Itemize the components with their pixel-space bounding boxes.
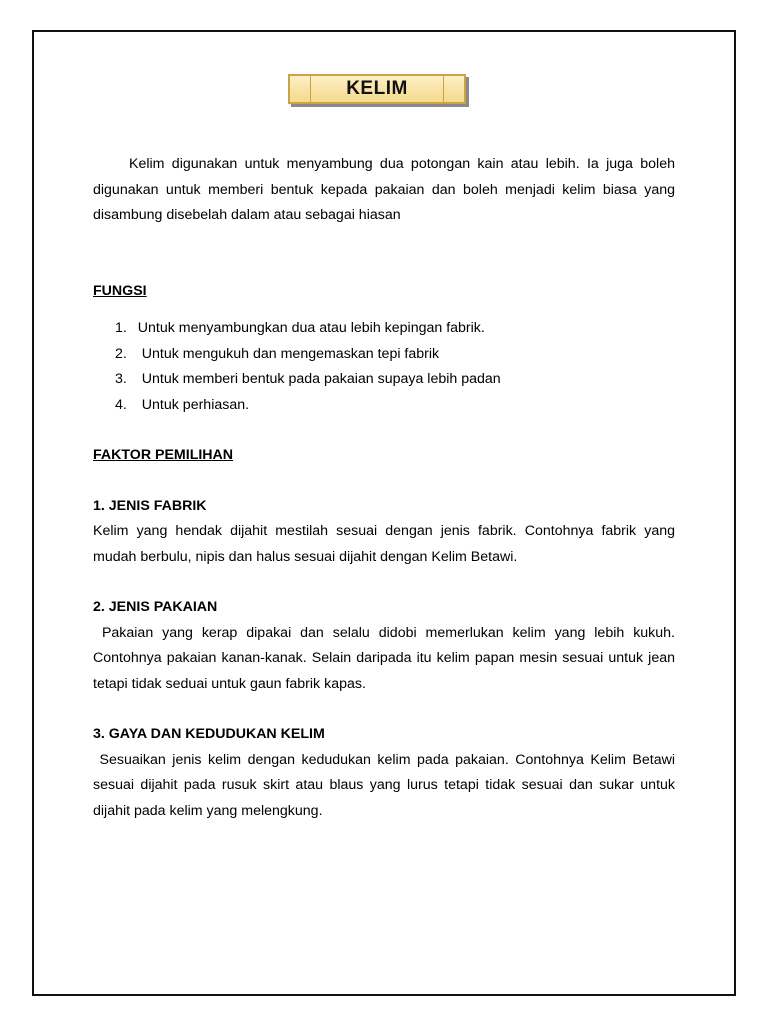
- fungsi-heading: FUNGSI: [93, 282, 147, 299]
- intro-paragraph: Kelim digunakan untuk menyambung dua potongan kain atau lebih. Ia juga boleh digunakan untuk memberi bentuk kepada pakaian dan boleh menjadi kelim biasa yang disambung disebelah dalam atau sebagai hiasan: [93, 156, 675, 223]
- list-item: [93, 316, 675, 342]
- document-body: [93, 152, 679, 824]
- list-number: 2.: [115, 345, 127, 362]
- banner-divider-left: [310, 76, 311, 102]
- list-number: 4.: [115, 396, 127, 413]
- list-number: 1.: [115, 320, 127, 336]
- section-body-jenis-pakaian: Pakaian yang kerap dipakai dan selalu didobi memerlukan kelim yang lebih kukuh. Contohnya pakaian kanan-kanak. Selain daripada itu kelim papan mesin sesuai untuk jean tetapi tidak seduai untuk gaun fabrik kapas.: [93, 624, 679, 692]
- section-heading-jenis-pakaian: 2. JENIS PAKAIAN: [93, 599, 218, 615]
- section-heading-gaya-kedudukan: 3. GAYA DAN KEDUDUKAN KELIM: [93, 726, 325, 742]
- title-banner: [288, 74, 466, 104]
- list-item: [93, 367, 675, 393]
- section-body-jenis-fabrik: Kelim yang hendak dijahit mestilah sesuai dengan jenis fabrik. Contohnya fabrik yang mudah berbulu, nipis dan halus sesuai dijahit dengan Kelim Betawi.: [93, 523, 675, 565]
- list-text: Untuk menyambungkan dua atau lebih kepingan fabrik.: [137, 320, 485, 336]
- list-text: Untuk memberi bentuk pada pakaian supaya lebih padan: [141, 371, 501, 387]
- list-item: [93, 393, 675, 419]
- list-number: 3.: [115, 371, 127, 387]
- section-body-gaya-kedudukan: Sesuaikan jenis kelim dengan kedudukan kelim pada pakaian. Contohnya Kelim Betawi sesuai dijahit pada rusuk skirt atau blaus yang lurus tetapi tidak sesuai dan sukar untuk dijahit pada kelim yang melengkung.: [93, 751, 679, 819]
- list-item: [93, 342, 675, 368]
- list-text: Untuk perhiasan.: [141, 396, 250, 413]
- page-title: KELIM: [346, 78, 408, 99]
- fungsi-list: [93, 316, 675, 418]
- section-heading-jenis-fabrik: 1. JENIS FABRIK: [93, 497, 207, 514]
- faktor-heading: FAKTOR PEMILIHAN: [93, 447, 234, 463]
- list-text: Untuk mengukuh dan mengemaskan tepi fabrik: [141, 345, 440, 362]
- banner-divider-right: [443, 76, 444, 102]
